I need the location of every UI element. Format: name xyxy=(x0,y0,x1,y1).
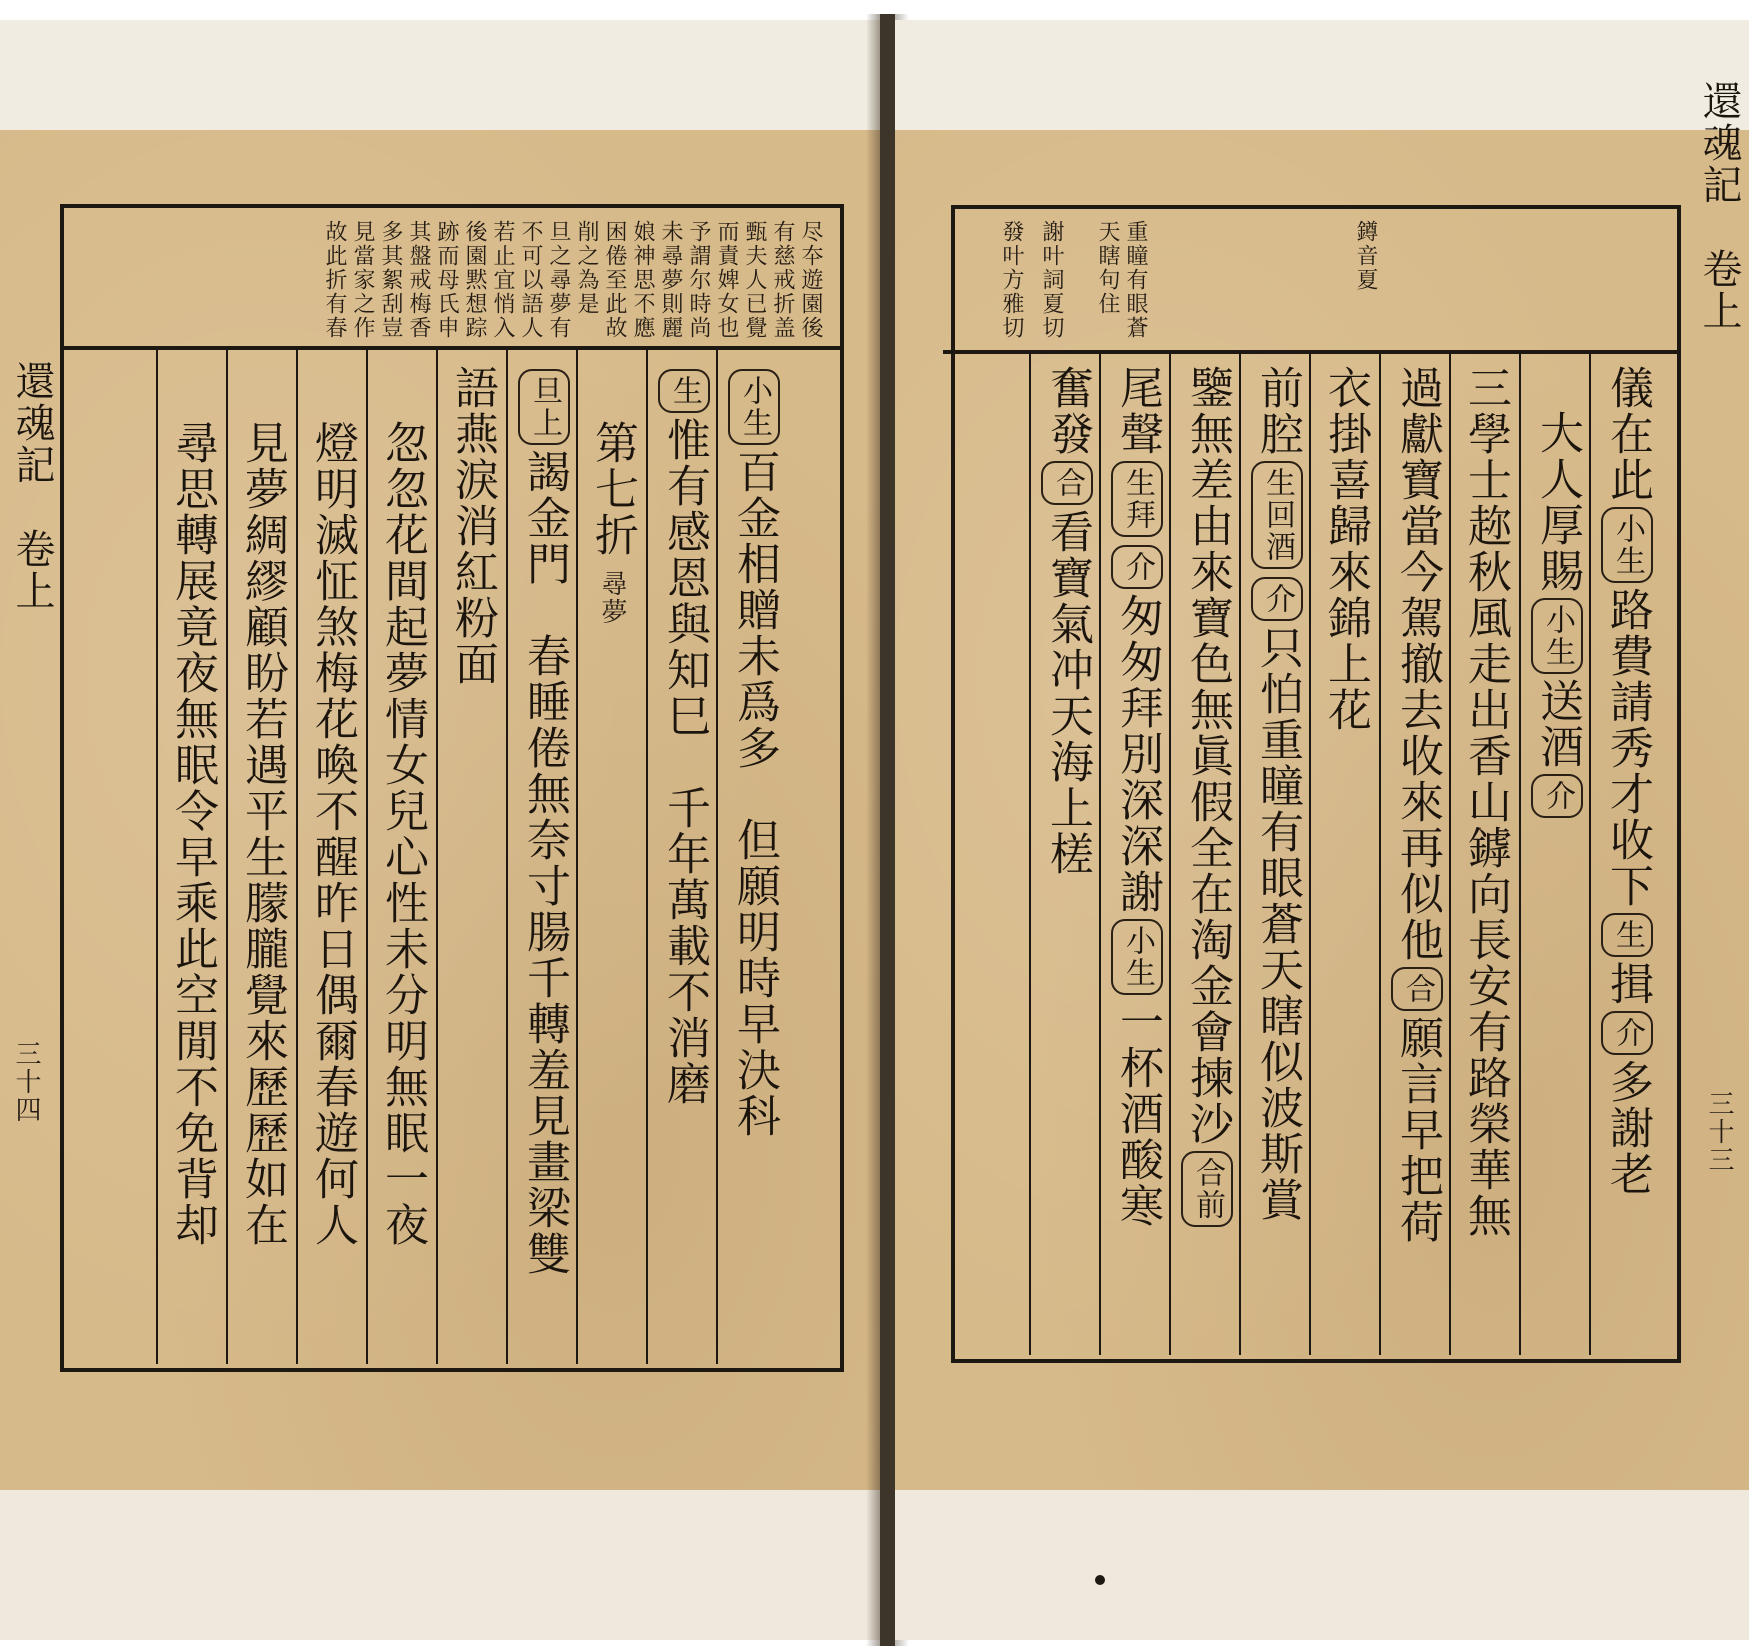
column-divider xyxy=(1029,354,1031,1355)
column-text: 一杯酒酸寒 xyxy=(1112,999,1163,1229)
column-text: 忽忽花間起夢情女兒心性未分明無眠一夜 xyxy=(377,420,428,1248)
role-marker: 小生 xyxy=(1531,598,1583,674)
annotation-divider xyxy=(943,350,1681,354)
annotation-column: 不可以語人 xyxy=(518,220,543,340)
annotation-column: 未尋夢則麗 xyxy=(658,220,683,340)
annotation-column: 尽夲遊園後 xyxy=(798,220,823,340)
column-text: 大人厚賜 xyxy=(1532,410,1583,594)
column-divider xyxy=(1309,354,1311,1355)
act-subtitle: 尋夢 xyxy=(597,570,627,626)
column-divider xyxy=(576,350,578,1364)
annotation-column: 其盤戒梅香 xyxy=(406,220,431,340)
annotation-column: 而責婢女也 xyxy=(714,220,739,340)
column-divider xyxy=(716,350,718,1364)
annotation-column: 見當家之作 xyxy=(350,220,375,340)
annotation-column: 跡而母氏申 xyxy=(434,220,459,340)
role-marker: 生拜 xyxy=(1111,461,1163,537)
column-divider xyxy=(366,350,368,1364)
column-text: 看寶氣冲天海上槎 xyxy=(1042,509,1093,877)
role-marker: 小生 xyxy=(1111,919,1163,995)
margin-title: 還魂記 卷上 xyxy=(1696,80,1742,332)
role-marker: 小生 xyxy=(1601,507,1653,583)
column-text: 儀在此 xyxy=(1602,365,1653,503)
text-column xyxy=(728,365,780,1139)
tune-title: 三學士 xyxy=(1460,365,1511,503)
column-divider xyxy=(156,350,158,1364)
text-column xyxy=(168,420,216,1248)
page-number: 三十三 xyxy=(1704,1090,1734,1174)
text-column xyxy=(1601,365,1653,1197)
annotation-column: 削之為是 xyxy=(574,220,599,316)
text-column xyxy=(308,420,356,1248)
role-marker: 合 xyxy=(1041,461,1093,505)
gutter-shadow xyxy=(866,14,880,1646)
column-text: 願言早把荷 xyxy=(1392,1015,1443,1245)
role-marker: 生 xyxy=(1601,913,1653,957)
role-marker: 生回酒 xyxy=(1251,461,1303,569)
text-column xyxy=(1531,410,1583,822)
column-text: 多謝老 xyxy=(1602,1059,1653,1197)
text-column xyxy=(1391,365,1443,1245)
right-page xyxy=(895,20,1749,1640)
column-divider xyxy=(1449,354,1451,1355)
annotation-column: 若止宜悄入 xyxy=(490,220,515,340)
text-column xyxy=(588,420,636,626)
role-marker: 介 xyxy=(1531,774,1583,818)
column-text: 衣掛喜歸來錦上花 xyxy=(1320,365,1371,733)
text-column xyxy=(658,365,710,1107)
text-column xyxy=(1251,365,1303,1223)
text-column xyxy=(238,420,286,1248)
column-divider xyxy=(1519,354,1521,1355)
margin-title: 還魂記 卷上 xyxy=(9,360,55,612)
book-gutter xyxy=(880,14,895,1646)
column-text: 燈明滅怔煞梅花喚不醒昨日偶爾春遊何人 xyxy=(307,420,358,1248)
role-marker: 介 xyxy=(1601,1011,1653,1055)
text-column xyxy=(378,420,426,1248)
text-column xyxy=(1041,365,1093,877)
column-text: 路費請秀才收下 xyxy=(1602,587,1653,909)
role-marker: 介 xyxy=(1251,577,1303,621)
text-column xyxy=(1181,365,1233,1231)
column-divider xyxy=(506,350,508,1364)
annotation-column: 鐏音夏 xyxy=(1353,220,1378,292)
column-text: 匆匆拜別深深謝 xyxy=(1112,593,1163,915)
annotation-column: 發叶方雅切 xyxy=(999,220,1024,340)
annotation-column: 謝叶詞夏切 xyxy=(1039,220,1064,340)
role-marker: 生 xyxy=(658,369,710,413)
annotation-column: 重瞳有眼蒼 xyxy=(1123,220,1148,340)
column-text: 揖 xyxy=(1602,961,1653,1007)
column-divider xyxy=(296,350,298,1364)
column-text: 百金相贈未爲多 但願明時早決科 xyxy=(729,449,780,1139)
annotation-column: 困倦至此故 xyxy=(602,220,627,340)
column-text: 只怕重瞳有眼蒼天瞎似波斯賞 xyxy=(1252,625,1303,1223)
column-divider xyxy=(1169,354,1171,1355)
annotation-column: 甄夫人已覺 xyxy=(742,220,767,340)
column-text: 送酒 xyxy=(1532,678,1583,770)
annotation-divider xyxy=(60,346,844,350)
column-text: 謁金門 春睡倦無奈寸腸千轉羞見畫梁雙 xyxy=(519,449,570,1277)
text-column xyxy=(1321,365,1369,733)
tune-title: 尾聲 xyxy=(1112,365,1163,457)
left-page xyxy=(0,20,880,1640)
column-divider xyxy=(1239,354,1241,1355)
annotation-column: 娘神思不應 xyxy=(630,220,655,340)
paper-margin-bottom xyxy=(0,1490,880,1640)
column-divider xyxy=(226,350,228,1364)
role-marker: 合前 xyxy=(1181,1151,1233,1227)
annotation-column: 旦之尋夢有 xyxy=(546,220,571,340)
column-text: 趂秋風走出香山鏬向長安有路榮華無 xyxy=(1460,503,1511,1239)
tune-title: 前腔 xyxy=(1252,365,1303,457)
annotation-column: 有慈戒折盖 xyxy=(770,220,795,340)
text-column xyxy=(518,365,570,1277)
column-text: 鑒無差由來寶色無眞假全在淘金會揀沙 xyxy=(1182,365,1233,1147)
column-text: 惟有感恩與知巳 千年萬載不消磨 xyxy=(659,417,710,1107)
column-text: 奮發 xyxy=(1042,365,1093,457)
annotation-column: 天瞎句住 xyxy=(1095,220,1120,316)
column-divider xyxy=(1379,354,1381,1355)
role-marker: 旦上 xyxy=(518,369,570,445)
column-text: 語燕淚消紅粉面 xyxy=(447,365,498,687)
column-text: 尋思轉展竟夜無眠令早乘此空閒不免背却 xyxy=(167,420,218,1248)
role-marker: 小生 xyxy=(728,369,780,445)
column-divider xyxy=(436,350,438,1364)
annotation-column: 故此折有春 xyxy=(322,220,347,340)
page-number: 三十四 xyxy=(11,1040,41,1124)
act-title: 第七折 xyxy=(587,420,638,558)
paper-margin-bottom xyxy=(895,1490,1749,1640)
annotation-column: 多其絮刮豈 xyxy=(378,220,403,340)
annotation-column: 予謂尔時尚 xyxy=(686,220,711,340)
text-column xyxy=(1461,365,1509,1239)
column-divider xyxy=(646,350,648,1364)
column-text: 過獻寶當今駕撤去收來再似他 xyxy=(1392,365,1443,963)
column-divider xyxy=(1099,354,1101,1355)
column-divider xyxy=(1589,354,1591,1355)
annotation-column: 後園黙想踪 xyxy=(462,220,487,340)
role-marker: 介 xyxy=(1111,545,1163,589)
paper-margin-top xyxy=(0,20,880,130)
text-column xyxy=(448,365,496,687)
page-dot xyxy=(1095,1575,1105,1585)
role-marker: 合 xyxy=(1391,967,1443,1011)
text-column xyxy=(1111,365,1163,1229)
paper-margin-top xyxy=(895,20,1749,130)
column-text: 見夢綢繆顧盼若遇平生朦朧覺來歷歷如在 xyxy=(237,420,288,1248)
